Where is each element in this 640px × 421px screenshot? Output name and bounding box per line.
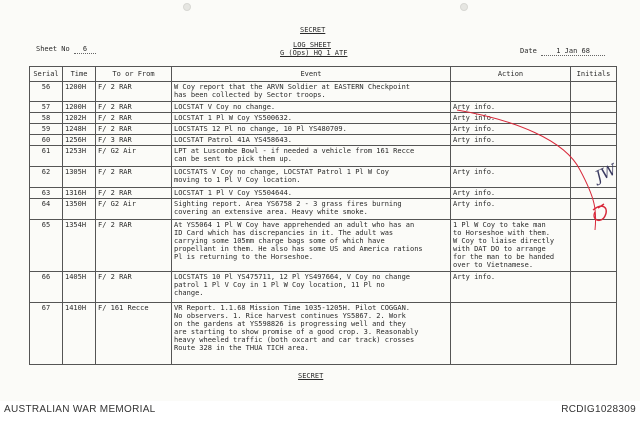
table-row: [30, 124, 617, 135]
initials-cell: [571, 102, 617, 113]
time-cell: 1202H: [63, 113, 96, 124]
initials-cell: [571, 272, 617, 303]
time-cell: 1200H: [63, 102, 96, 113]
column-header-time: Time: [63, 67, 96, 82]
event-cell: Sighting report. Area YS6758 2 - 3 grass fires burning covering an extensive area. Heavy white smoke.: [172, 199, 451, 220]
event-cell: W Coy report that the ARVN Soldier at EASTERN Checkpoint has been collected by Sector troops.: [172, 82, 451, 102]
time-cell: 1200H: [63, 82, 96, 102]
time-cell: 1305H: [63, 167, 96, 188]
unit-name: G (Ops) HQ 1 ATF: [280, 49, 348, 57]
serial-cell: 57: [30, 102, 63, 113]
time-cell: 1248H: [63, 124, 96, 135]
serial-cell: 65: [30, 220, 63, 272]
action-cell: 1 Pl W Coy to take man to Horseshoe with them. W Coy to liaise directly with DAT DO to arrange for the man to be handed over to Vietnamese.: [451, 220, 571, 272]
action-cell: [451, 82, 571, 102]
footer-record-id: RCDIG1028309: [561, 404, 636, 415]
event-cell: VR Report. 1.1.68 Mission Time 1035-1205H. Pilot COGGAN. No observers. 1. Rice harvest continues YS5867. 2. Work on the gardens at YS598826 is progressing well and they are starting to show promise of a good crop. 3. Reasonably heavy wheeled traffic (both oxcart and car track) crosses Route 328 in the THUA TICH area.: [172, 303, 451, 365]
table-row: [30, 272, 617, 303]
column-header-initials: Initials: [571, 67, 617, 82]
initials-cell: [571, 220, 617, 272]
column-header-serial: Serial: [30, 67, 63, 82]
action-cell: Arty info.: [451, 113, 571, 124]
from-cell: F/ G2 Air: [96, 146, 172, 167]
event-cell: LPT at Luscombe Bowl - if needed a vehicle from 161 Recce can be sent to pick them up.: [172, 146, 451, 167]
time-cell: 1354H: [63, 220, 96, 272]
classification-bottom: SECRET: [298, 372, 324, 380]
table-row: [30, 303, 617, 365]
log-sheet-title: LOG SHEET: [293, 41, 331, 49]
table-row: [30, 82, 617, 102]
footer-bar: [0, 401, 640, 421]
footer-source: AUSTRALIAN WAR MEMORIAL: [4, 404, 156, 415]
action-cell: Arty info.: [451, 188, 571, 199]
action-cell: Arty info.: [451, 272, 571, 303]
initials-cell: [571, 303, 617, 365]
serial-cell: 66: [30, 272, 63, 303]
serial-cell: 56: [30, 82, 63, 102]
initials-cell: [571, 188, 617, 199]
initials-cell: [571, 113, 617, 124]
from-cell: F/ 161 Recce: [96, 303, 172, 365]
table-row: [30, 113, 617, 124]
serial-cell: 61: [30, 146, 63, 167]
classification-top: SECRET: [300, 26, 326, 34]
serial-cell: 58: [30, 113, 63, 124]
initials-cell: [571, 124, 617, 135]
punch-hole: [460, 3, 468, 11]
serial-cell: 59: [30, 124, 63, 135]
from-cell: F/ 2 RAR: [96, 220, 172, 272]
action-cell: [451, 303, 571, 365]
action-cell: Arty info.: [451, 102, 571, 113]
action-cell: Arty info.: [451, 124, 571, 135]
event-cell: LOCSTAT V Coy no change.: [172, 102, 451, 113]
serial-cell: 62: [30, 167, 63, 188]
time-cell: 1350H: [63, 199, 96, 220]
table-row: [30, 135, 617, 146]
action-cell: Arty info.: [451, 135, 571, 146]
event-cell: LOCSTATS V Coy no change, LOCSTAT Patrol 1 Pl W Coy moving to 1 Pl V Coy location.: [172, 167, 451, 188]
event-cell: LOCSTATS 10 Pl YS475711, 12 Pl YS497664, V Coy no change patrol 1 Pl V Coy in 1 Pl W Coy location, 11 Pl no change.: [172, 272, 451, 303]
table-row: [30, 188, 617, 199]
table-row: [30, 102, 617, 113]
log-table: [29, 66, 620, 365]
time-cell: 1253H: [63, 146, 96, 167]
column-header-action: Action: [451, 67, 571, 82]
from-cell: F/ G2 Air: [96, 199, 172, 220]
serial-cell: 63: [30, 188, 63, 199]
from-cell: F/ 2 RAR: [96, 272, 172, 303]
initials-cell: [571, 82, 617, 102]
from-cell: F/ 2 RAR: [96, 167, 172, 188]
from-cell: F/ 2 RAR: [96, 188, 172, 199]
time-cell: 1405H: [63, 272, 96, 303]
sheet-date: Date 1 Jan 68: [520, 47, 605, 56]
action-cell: [451, 146, 571, 167]
action-cell: Arty info.: [451, 167, 571, 188]
serial-cell: 67: [30, 303, 63, 365]
punch-hole: [183, 3, 191, 11]
action-cell: Arty info.: [451, 199, 571, 220]
event-cell: LOCSTAT Patrol 41A YS458643.: [172, 135, 451, 146]
column-header-event: Event: [172, 67, 451, 82]
initials-handwriting: JW: [592, 160, 620, 186]
event-cell: LOCSTAT 1 Pl V Coy YS504644.: [172, 188, 451, 199]
from-cell: F/ 2 RAR: [96, 113, 172, 124]
time-cell: 1256H: [63, 135, 96, 146]
initials-cell: [571, 135, 617, 146]
from-cell: F/ 2 RAR: [96, 102, 172, 113]
table-row: [30, 146, 617, 167]
time-cell: 1316H: [63, 188, 96, 199]
table-row: [30, 167, 617, 188]
from-cell: F/ 3 RAR: [96, 135, 172, 146]
initials-cell: [571, 199, 617, 220]
event-cell: LOCSTAT 1 Pl W Coy YS500632.: [172, 113, 451, 124]
from-cell: F/ 2 RAR: [96, 82, 172, 102]
table-header-row: [30, 67, 617, 82]
serial-cell: 60: [30, 135, 63, 146]
event-cell: LOCSTATS 12 Pl no change, 10 Pl YS480709.: [172, 124, 451, 135]
event-cell: At YS5064 1 Pl W Coy have apprehended an adult who has an ID Card which has discrepancies in it. The adult was carrying some 105mm charge bags some of which have propellant in them. He also has some US and America rations Pl is returning to the Horseshoe.: [172, 220, 451, 272]
table-row: [30, 199, 617, 220]
time-cell: 1410H: [63, 303, 96, 365]
sheet-number: Sheet No 6: [36, 45, 96, 54]
table-row: [30, 220, 617, 272]
serial-cell: 64: [30, 199, 63, 220]
from-cell: F/ 2 RAR: [96, 124, 172, 135]
column-header-to-or-from: To or From: [96, 67, 172, 82]
